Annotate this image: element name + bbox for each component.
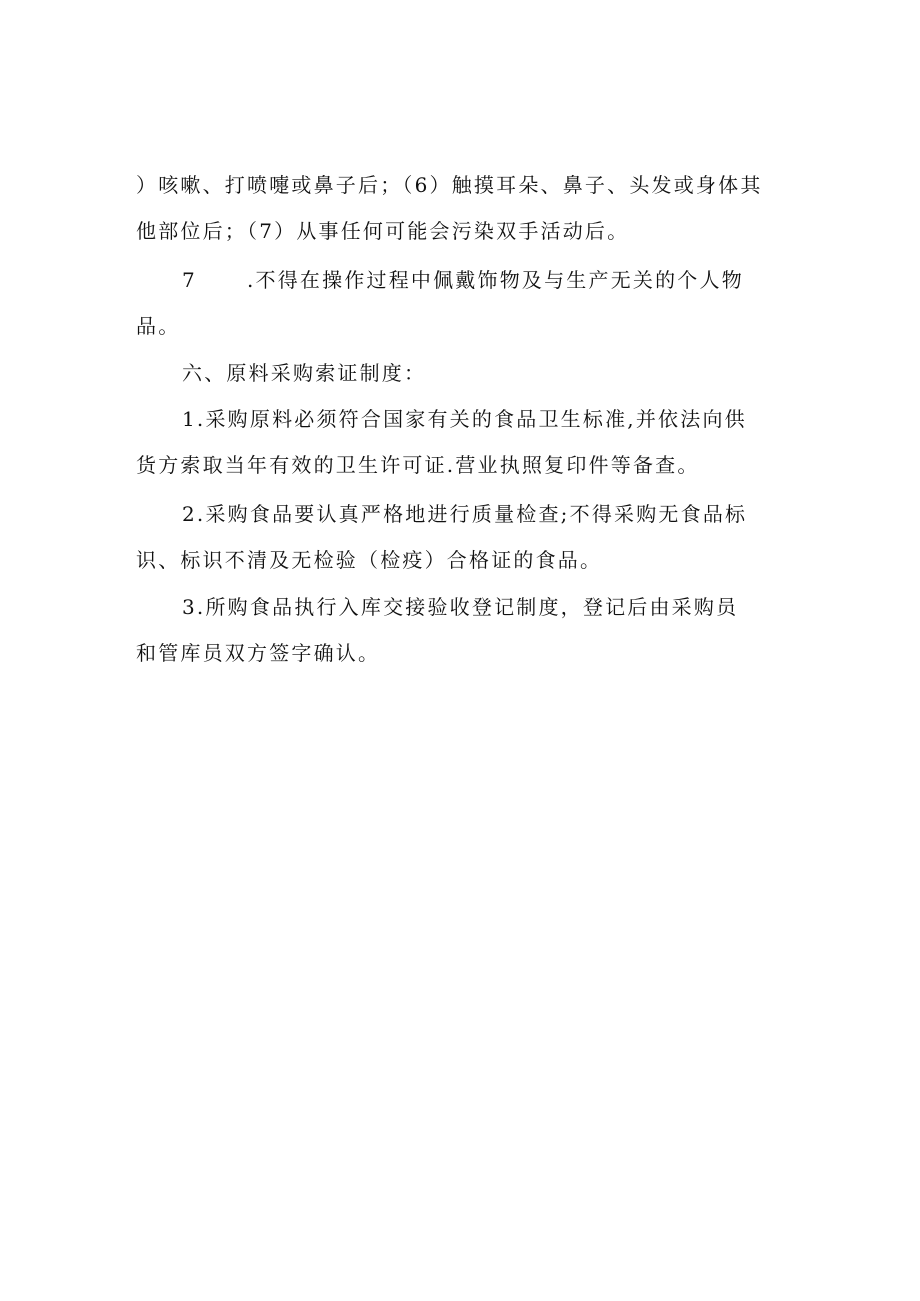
text-line: 他部位后；（7）从事任何可能会污染双手活动后。 (136, 219, 630, 243)
section-heading-text: 六、原料采购索证制度： (182, 361, 427, 385)
text-line: 和管库员双方签字确认。 (136, 641, 381, 665)
paragraph-rule-7 (136, 257, 796, 349)
text-line: 识、标识不清及无检验（检疫）合格证的食品。 (136, 548, 603, 572)
text-line: 1.采购原料必须符合国家有关的食品卫生标准,并依法向供 (182, 407, 747, 431)
text-line: 货方索取当年有效的卫生许可证.营业执照复印件等备查。 (136, 453, 700, 477)
paragraph-procurement-1 (136, 396, 796, 488)
text-line-numbered (136, 257, 796, 303)
section-heading-procurement (136, 350, 796, 396)
item-text: .不得在操作过程中佩戴饰物及与生产无关的个人物 (246, 268, 744, 292)
paragraph-procurement-2 (136, 491, 796, 583)
item-number: 7 (182, 268, 197, 292)
text-line: 2.采购食品要认真严格地进行质量检查;不得采购无食品标 (182, 502, 748, 526)
paragraph-procurement-3 (136, 584, 796, 676)
paragraph-hand-washing-continuation (136, 162, 796, 254)
text-line: 3.所购食品执行入库交接验收登记制度，登记后由采购员 (182, 595, 739, 619)
text-line: 品。 (136, 314, 181, 338)
text-line: ）咳嗽、打喷嚏或鼻子后；（6）触摸耳朵、鼻子、头发或身体其 (136, 173, 763, 197)
